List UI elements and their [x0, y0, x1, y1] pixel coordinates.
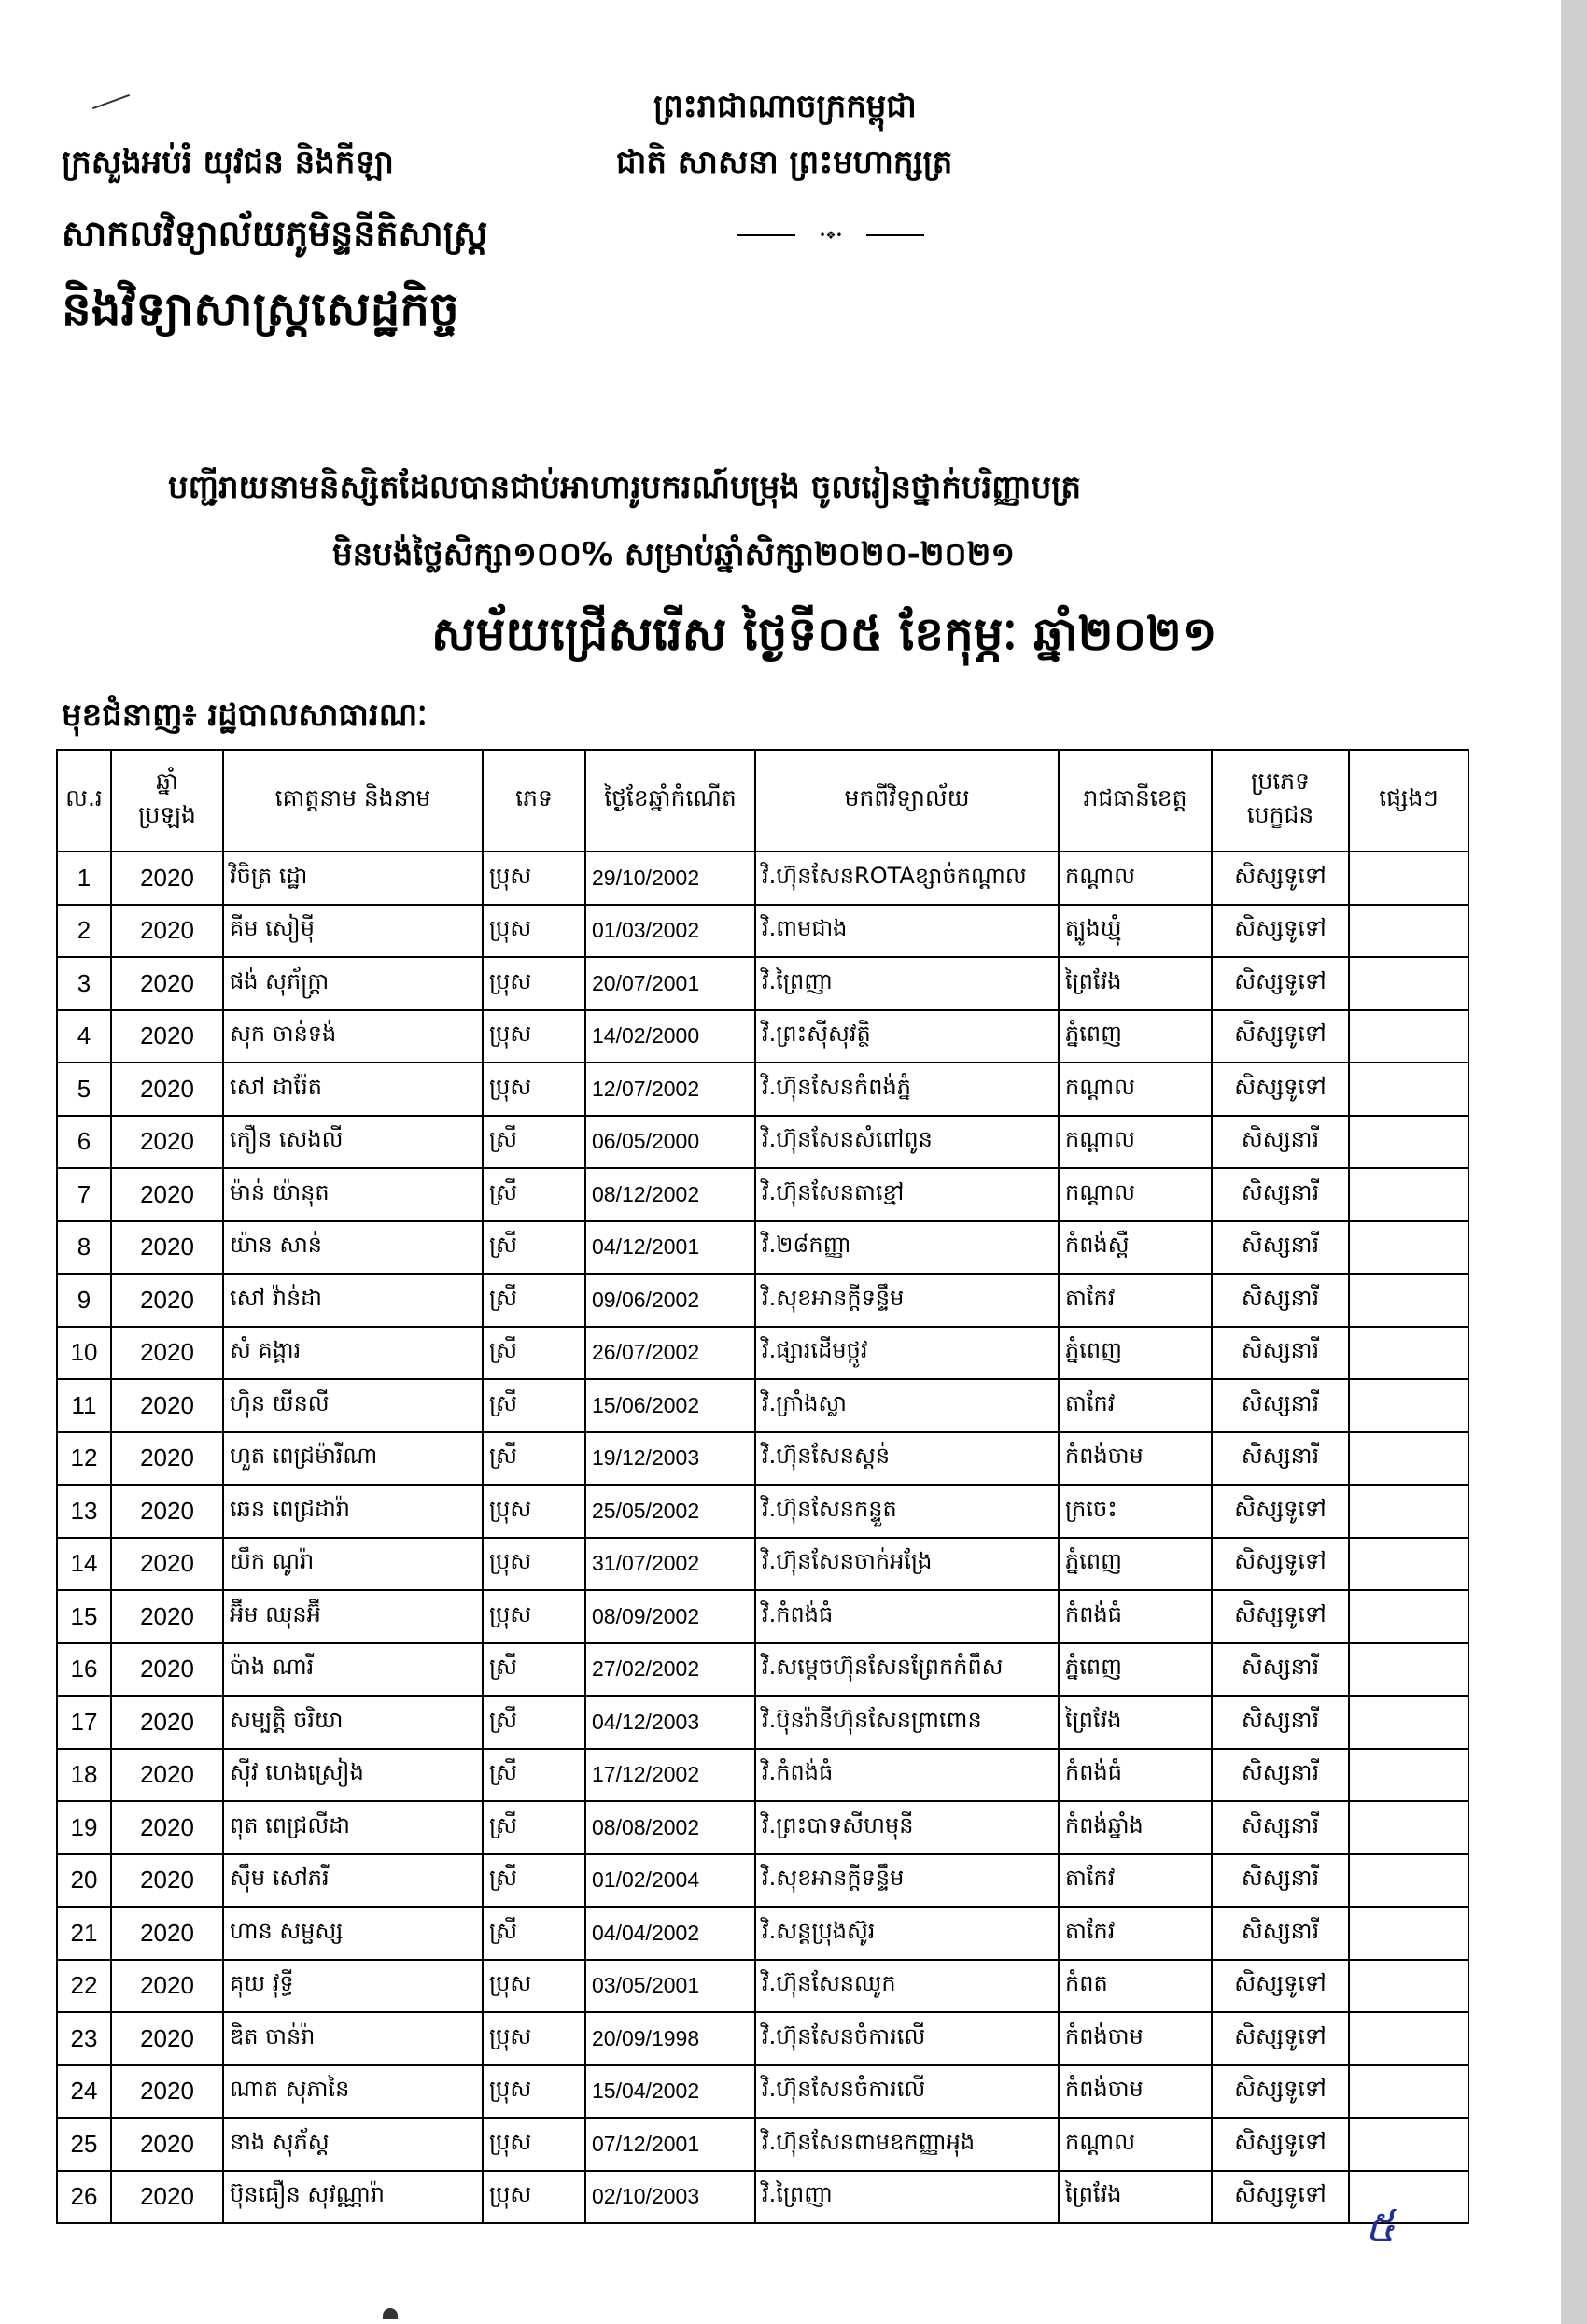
cell-province: កណ្តាល: [1059, 2118, 1212, 2171]
cell-name: សម្បត្តិ ចរិយា: [223, 1696, 483, 1749]
cell-other: [1349, 1379, 1468, 1432]
cell-name: ម៉ាន់ យ៉ានុត: [223, 1168, 483, 1221]
cell-dob: 03/05/2001: [585, 1960, 755, 2013]
cell-exam-year: 2020: [111, 1960, 223, 2013]
cell-candidate-type: សិស្សនារី: [1212, 1116, 1349, 1169]
cell-exam-year: 2020: [111, 1485, 223, 1538]
cell-name: ប៉ាង ណារី: [223, 1643, 483, 1697]
cell-other: [1349, 2012, 1468, 2065]
cell-dob: 04/12/2001: [585, 1221, 755, 1275]
university-name: សាកលវិទ្យាល័យភូមិន្ទនីតិសាស្ត្រ: [62, 213, 488, 254]
cell-dob: 08/09/2002: [585, 1590, 755, 1643]
cell-dob: 08/12/2002: [585, 1168, 755, 1221]
cell-candidate-type: សិស្សនារី: [1212, 1643, 1349, 1697]
cell-exam-year: 2020: [111, 1168, 223, 1221]
cell-dob: 01/03/2002: [585, 905, 755, 958]
cell-dob: 04/12/2003: [585, 1696, 755, 1749]
cell-exam-year: 2020: [111, 1221, 223, 1275]
ministry-name: ក្រសួងអប់រំ យុវជន និងកីឡា: [62, 144, 394, 181]
university-name-cont: និងវិទ្យាសាស្ត្រសេដ្ឋកិច្ច: [62, 282, 459, 336]
cell-sex: ស្រី: [483, 1801, 585, 1854]
table-row: [57, 957, 1468, 1010]
cell-dob: 19/12/2003: [585, 1432, 755, 1486]
cell-high-school: វិ.ផ្សារដើមថ្កូវ: [755, 1327, 1059, 1380]
cell-exam-year: 2020: [111, 2065, 223, 2119]
col-header-province: រាជធានីខេត្ត: [1059, 750, 1212, 852]
cell-no: 2: [57, 905, 111, 958]
table-row: [57, 1327, 1468, 1380]
cell-high-school: វិ.ព្រះបាទសីហមុនី: [755, 1801, 1059, 1854]
cell-sex: ប្រុស: [483, 1960, 585, 2013]
cell-province: តាកែវ: [1059, 1379, 1212, 1432]
cell-province: ភ្នំពេញ: [1059, 1010, 1212, 1063]
table-row: [57, 1907, 1468, 1960]
cell-province: ព្រៃវែង: [1059, 1696, 1212, 1749]
cell-sex: ស្រី: [483, 1327, 585, 1380]
cell-no: 23: [57, 2012, 111, 2065]
table-row: [57, 2171, 1468, 2224]
col-header-candidate-type: ប្រភេទ បេក្ខជន: [1212, 750, 1349, 852]
cell-name: គីម សៀម៉ី: [223, 905, 483, 958]
cell-no: 12: [57, 1432, 111, 1486]
cell-candidate-type: សិស្សនារី: [1212, 1696, 1349, 1749]
cell-province: តាកែវ: [1059, 1907, 1212, 1960]
scan-artifact: [383, 2308, 398, 2319]
cell-dob: 20/09/1998: [585, 2012, 755, 2065]
cell-high-school: វិ.ហ៊ុនសែនស្តន់: [755, 1432, 1059, 1486]
cell-name: សុក ចាន់ទង់: [223, 1010, 483, 1063]
cell-other: [1349, 1538, 1468, 1591]
cell-exam-year: 2020: [111, 1327, 223, 1380]
cell-province: កណ្តាល: [1059, 1116, 1212, 1169]
table-row: [57, 1590, 1468, 1643]
cell-high-school: វិ.ហ៊ុនសែនឈូក: [755, 1960, 1059, 2013]
cell-sex: ស្រី: [483, 1116, 585, 1169]
cell-other: [1349, 1116, 1468, 1169]
cell-province: ត្បូងឃ្មុំ: [1059, 905, 1212, 958]
cell-high-school: វិ.សុខអានក្តីទន្ទឹម: [755, 1854, 1059, 1908]
cell-high-school: វិ.សម្តេចហ៊ុនសែនព្រែកកំពឹស: [755, 1643, 1059, 1697]
table-row: [57, 2065, 1468, 2119]
cell-name: យឹក ណូរ៉ា: [223, 1538, 483, 1591]
cell-dob: 15/04/2002: [585, 2065, 755, 2119]
cell-name: ប៊ុនធឿន សុវណ្ណារ៉ា: [223, 2171, 483, 2224]
cell-other: [1349, 852, 1468, 905]
students-table: [56, 749, 1469, 2224]
cell-other: [1349, 1960, 1468, 2013]
cell-dob: 04/04/2002: [585, 1907, 755, 1960]
national-motto: ជាតិ សាសនា ព្រះមហាក្សត្រ: [616, 144, 953, 181]
cell-high-school: វិ.ហ៊ុនសែនតាខ្មៅ: [755, 1168, 1059, 1221]
ornament-divider: •❖•: [737, 229, 924, 242]
handwritten-page-number: ៥: [1365, 2201, 1396, 2251]
cell-no: 13: [57, 1485, 111, 1538]
cell-high-school: វិ.ក្រាំងស្លា: [755, 1379, 1059, 1432]
table-row: [57, 852, 1468, 905]
cell-other: [1349, 1590, 1468, 1643]
table-row: [57, 1379, 1468, 1432]
cell-sex: ស្រី: [483, 1907, 585, 1960]
cell-name: យ៉ាន សាន់: [223, 1221, 483, 1275]
cell-other: [1349, 1274, 1468, 1327]
cell-high-school: វិ.ហ៊ុនសែនចំការលើ: [755, 2065, 1059, 2119]
cell-high-school: វិ.ហ៊ុនសែនចាក់អង្រែ: [755, 1538, 1059, 1591]
cell-sex: ស្រី: [483, 1168, 585, 1221]
cell-exam-year: 2020: [111, 1432, 223, 1486]
cell-sex: ប្រុស: [483, 2012, 585, 2065]
cell-province: ភ្នំពេញ: [1059, 1327, 1212, 1380]
cell-no: 22: [57, 1960, 111, 2013]
table-header-row: [57, 750, 1468, 852]
cell-other: [1349, 1485, 1468, 1538]
cell-province: កណ្តាល: [1059, 1168, 1212, 1221]
cell-exam-year: 2020: [111, 1590, 223, 1643]
cell-high-school: វិ.ហ៊ុនសែនចំការលើ: [755, 2012, 1059, 2065]
cell-no: 14: [57, 1538, 111, 1591]
cell-other: [1349, 1749, 1468, 1802]
scan-mark: [92, 94, 130, 109]
cell-no: 3: [57, 957, 111, 1010]
cell-high-school: វិ.ហ៊ុនសែនROTAខ្សាច់កណ្តាល: [755, 852, 1059, 905]
cell-dob: 14/02/2000: [585, 1010, 755, 1063]
cell-exam-year: 2020: [111, 905, 223, 958]
cell-province: កំពង់ចាម: [1059, 2065, 1212, 2119]
table-row: [57, 905, 1468, 958]
cell-other: [1349, 1063, 1468, 1116]
cell-no: 8: [57, 1221, 111, 1275]
scan-edge: [1561, 0, 1587, 2324]
cell-candidate-type: សិស្សទូទៅ: [1212, 2065, 1349, 2119]
col-header-dob: ថ្ងៃខែឆ្នាំកំណើត: [585, 750, 755, 852]
cell-no: 10: [57, 1327, 111, 1380]
cell-exam-year: 2020: [111, 1116, 223, 1169]
cell-name: នាង សុភ័ស្ត: [223, 2118, 483, 2171]
table-row: [57, 1960, 1468, 2013]
cell-high-school: វិ.ពាមជាង: [755, 905, 1059, 958]
cell-candidate-type: សិស្សទូទៅ: [1212, 2118, 1349, 2171]
list-title: បញ្ជីរាយនាមនិស្សិតដែលបានជាប់អាហារូបករណ៍បម្រុង ចូលរៀនថ្នាក់បរិញ្ញាបត្រ: [168, 469, 1082, 506]
cell-dob: 26/07/2002: [585, 1327, 755, 1380]
table-row: [57, 1274, 1468, 1327]
cell-province: តាកែវ: [1059, 1854, 1212, 1908]
table-row: [57, 2118, 1468, 2171]
table-row: [57, 1432, 1468, 1486]
cell-candidate-type: សិស្សនារី: [1212, 1854, 1349, 1908]
cell-dob: 01/02/2004: [585, 1854, 755, 1908]
cell-no: 6: [57, 1116, 111, 1169]
table-row: [57, 1485, 1468, 1538]
cell-name: ស៊ឹម សៅភរី: [223, 1854, 483, 1908]
cell-dob: 12/07/2002: [585, 1063, 755, 1116]
cell-other: [1349, 957, 1468, 1010]
table-row: [57, 1643, 1468, 1697]
cell-dob: 17/12/2002: [585, 1749, 755, 1802]
col-header-other: ផ្សេងៗ: [1349, 750, 1468, 852]
cell-province: ភ្នំពេញ: [1059, 1538, 1212, 1591]
cell-dob: 27/02/2002: [585, 1643, 755, 1697]
cell-sex: ស្រី: [483, 1854, 585, 1908]
cell-other: [1349, 1432, 1468, 1486]
cell-exam-year: 2020: [111, 1379, 223, 1432]
list-subtitle: មិនបង់ថ្លៃសិក្សា១០០% សម្រាប់ឆ្នាំសិក្សា២០២០-២០២១: [332, 536, 1016, 573]
cell-province: កំពង់ធំ: [1059, 1749, 1212, 1802]
table-body: [57, 852, 1468, 2223]
cell-dob: 31/07/2002: [585, 1538, 755, 1591]
cell-candidate-type: សិស្សទូទៅ: [1212, 1485, 1349, 1538]
cell-other: [1349, 1168, 1468, 1221]
cell-name: សំ គង្គារ: [223, 1327, 483, 1380]
cell-name: កឿន សេងលី: [223, 1116, 483, 1169]
table-row: [57, 1063, 1468, 1116]
table-row: [57, 1221, 1468, 1275]
cell-exam-year: 2020: [111, 1538, 223, 1591]
cell-high-school: វិ.២៨កញ្ញា: [755, 1221, 1059, 1275]
cell-candidate-type: សិស្សនារី: [1212, 1221, 1349, 1275]
cell-province: ក្រចេះ: [1059, 1485, 1212, 1538]
cell-dob: 20/07/2001: [585, 957, 755, 1010]
cell-candidate-type: សិស្សនារី: [1212, 1274, 1349, 1327]
cell-other: [1349, 2118, 1468, 2171]
table-row: [57, 1168, 1468, 1221]
cell-candidate-type: សិស្សទូទៅ: [1212, 852, 1349, 905]
cell-candidate-type: សិស្សទូទៅ: [1212, 1538, 1349, 1591]
cell-candidate-type: សិស្សនារី: [1212, 1801, 1349, 1854]
cell-name: ឆេន ពេជ្រដារ៉ា: [223, 1485, 483, 1538]
department-label: មុខជំនាញ៖ រដ្ឋបាលសាធារណៈ: [62, 697, 428, 734]
table-row: [57, 1696, 1468, 1749]
cell-high-school: វិ.ប៊ុនរ៉ានីហ៊ុនសែនព្រាពោន: [755, 1696, 1059, 1749]
col-header-exam-year: ឆ្នាំ ប្រឡង: [111, 750, 223, 852]
cell-sex: ស្រី: [483, 1696, 585, 1749]
kingdom-title: ព្រះរាជាណាចក្រកម្ពុជា: [653, 88, 917, 125]
table-row: [57, 1538, 1468, 1591]
cell-sex: ស្រី: [483, 1221, 585, 1275]
col-header-sex: ភេទ: [483, 750, 585, 852]
cell-candidate-type: សិស្សទូទៅ: [1212, 1010, 1349, 1063]
cell-sex: ប្រុស: [483, 905, 585, 958]
cell-sex: ប្រុស: [483, 1485, 585, 1538]
cell-sex: ស្រី: [483, 1432, 585, 1486]
cell-sex: ប្រុស: [483, 2171, 585, 2224]
cell-high-school: វិ.ព្រៃញា: [755, 2171, 1059, 2224]
cell-province: កំពត: [1059, 1960, 1212, 2013]
cell-no: 19: [57, 1801, 111, 1854]
cell-province: កំពង់ចាម: [1059, 2012, 1212, 2065]
cell-no: 9: [57, 1274, 111, 1327]
cell-candidate-type: សិស្សនារី: [1212, 1168, 1349, 1221]
cell-high-school: វិ.សុខអានក្តីទន្ទឹម: [755, 1274, 1059, 1327]
cell-name: សៅ ដារ៉ែត: [223, 1063, 483, 1116]
cell-province: កំពង់ស្ពឺ: [1059, 1221, 1212, 1275]
cell-dob: 29/10/2002: [585, 852, 755, 905]
cell-sex: ប្រុស: [483, 2118, 585, 2171]
cell-dob: 02/10/2003: [585, 2171, 755, 2224]
cell-exam-year: 2020: [111, 1010, 223, 1063]
cell-exam-year: 2020: [111, 1907, 223, 1960]
cell-name: អ៊ឹម ឈុនអ៊ី: [223, 1590, 483, 1643]
table-row: [57, 1116, 1468, 1169]
cell-province: ព្រៃវែង: [1059, 957, 1212, 1010]
cell-no: 16: [57, 1643, 111, 1697]
cell-high-school: វិ.ហ៊ុនសែនកំពង់ភ្នំ: [755, 1063, 1059, 1116]
table-row: [57, 1801, 1468, 1854]
cell-no: 7: [57, 1168, 111, 1221]
table-row: [57, 1854, 1468, 1908]
cell-candidate-type: សិស្សនារី: [1212, 1432, 1349, 1486]
cell-candidate-type: សិស្សនារី: [1212, 1749, 1349, 1802]
cell-candidate-type: សិស្សនារី: [1212, 1327, 1349, 1380]
cell-candidate-type: សិស្សទូទៅ: [1212, 1590, 1349, 1643]
cell-name: ហាន សម្ផស្ស: [223, 1907, 483, 1960]
session-title: សម័យជ្រើសរើស ថ្ងៃទី០៥ ខែកុម្ភៈ ឆ្នាំ២០២១: [431, 607, 1217, 661]
cell-dob: 08/08/2002: [585, 1801, 755, 1854]
cell-name: ហួត ពេជ្រម៉ារីណា: [223, 1432, 483, 1486]
cell-no: 21: [57, 1907, 111, 1960]
cell-name: សៅ វ៉ាន់ដា: [223, 1274, 483, 1327]
cell-exam-year: 2020: [111, 1274, 223, 1327]
cell-sex: ប្រុស: [483, 1010, 585, 1063]
cell-candidate-type: សិស្សនារី: [1212, 1379, 1349, 1432]
cell-dob: 15/06/2002: [585, 1379, 755, 1432]
cell-sex: ស្រី: [483, 1643, 585, 1697]
cell-province: កំពង់ធំ: [1059, 1590, 1212, 1643]
cell-no: 11: [57, 1379, 111, 1432]
cell-name: ណាត សុភានៃ: [223, 2065, 483, 2119]
cell-dob: 25/05/2002: [585, 1485, 755, 1538]
cell-exam-year: 2020: [111, 2118, 223, 2171]
cell-no: 4: [57, 1010, 111, 1063]
col-header-name: គោត្តនាម និងនាម: [223, 750, 483, 852]
cell-other: [1349, 1643, 1468, 1697]
cell-other: [1349, 1327, 1468, 1380]
cell-other: [1349, 1221, 1468, 1275]
cell-high-school: វិ.ព្រៃញា: [755, 957, 1059, 1010]
cell-sex: ប្រុស: [483, 852, 585, 905]
cell-no: 26: [57, 2171, 111, 2224]
cell-name: ផង់ សុភ័ក្ត្រា: [223, 957, 483, 1010]
cell-sex: ស្រី: [483, 1749, 585, 1802]
cell-exam-year: 2020: [111, 1854, 223, 1908]
cell-name: គុយ វុទ្ធី: [223, 1960, 483, 2013]
col-header-no: ល.រ: [57, 750, 111, 852]
cell-dob: 06/05/2000: [585, 1116, 755, 1169]
cell-exam-year: 2020: [111, 1801, 223, 1854]
cell-no: 15: [57, 1590, 111, 1643]
cell-exam-year: 2020: [111, 1749, 223, 1802]
table-row: [57, 1749, 1468, 1802]
cell-candidate-type: សិស្សនារី: [1212, 1907, 1349, 1960]
cell-sex: ប្រុស: [483, 957, 585, 1010]
cell-candidate-type: សិស្សទូទៅ: [1212, 1063, 1349, 1116]
cell-province: តាកែវ: [1059, 1274, 1212, 1327]
cell-no: 17: [57, 1696, 111, 1749]
cell-no: 5: [57, 1063, 111, 1116]
cell-high-school: វិ.កំពង់ធំ: [755, 1590, 1059, 1643]
cell-other: [1349, 1907, 1468, 1960]
cell-other: [1349, 905, 1468, 958]
cell-other: [1349, 1010, 1468, 1063]
cell-sex: ប្រុស: [483, 1538, 585, 1591]
cell-high-school: វិ.សន្តប្រុងស៊ូរ: [755, 1907, 1059, 1960]
cell-no: 25: [57, 2118, 111, 2171]
table-row: [57, 2012, 1468, 2065]
cell-sex: ប្រុស: [483, 1063, 585, 1116]
cell-high-school: វិ.ព្រះស៊ីសុវត្ថិ: [755, 1010, 1059, 1063]
cell-other: [1349, 2065, 1468, 2119]
cell-candidate-type: សិស្សទូទៅ: [1212, 905, 1349, 958]
cell-province: ព្រៃវែង: [1059, 2171, 1212, 2224]
cell-dob: 09/06/2002: [585, 1274, 755, 1327]
cell-province: កណ្តាល: [1059, 852, 1212, 905]
cell-candidate-type: សិស្សទូទៅ: [1212, 2012, 1349, 2065]
cell-exam-year: 2020: [111, 1696, 223, 1749]
cell-no: 20: [57, 1854, 111, 1908]
cell-name: ស៊ីវ ហេងស្រៀង: [223, 1749, 483, 1802]
cell-sex: ស្រី: [483, 1274, 585, 1327]
cell-high-school: វិ.ហ៊ុនសែនកន្ទួត: [755, 1485, 1059, 1538]
cell-no: 18: [57, 1749, 111, 1802]
cell-name: ហ៊ិន យីនលី: [223, 1379, 483, 1432]
cell-name: ពុត ពេជ្រលីដា: [223, 1801, 483, 1854]
cell-candidate-type: សិស្សទូទៅ: [1212, 1960, 1349, 2013]
cell-province: កណ្តាល: [1059, 1063, 1212, 1116]
cell-sex: ប្រុស: [483, 1590, 585, 1643]
cell-other: [1349, 1801, 1468, 1854]
cell-exam-year: 2020: [111, 1063, 223, 1116]
cell-other: [1349, 1854, 1468, 1908]
cell-candidate-type: សិស្សទូទៅ: [1212, 957, 1349, 1010]
cell-province: កំពង់ចាម: [1059, 1432, 1212, 1486]
cell-high-school: វិ.ហ៊ុនសែនសំពៅពូន: [755, 1116, 1059, 1169]
cell-high-school: វិ.ហ៊ុនសែនពាមឧកញ្ញាអុង: [755, 2118, 1059, 2171]
cell-no: 1: [57, 852, 111, 905]
table-row: [57, 1010, 1468, 1063]
col-header-high-school: មកពីវិទ្យាល័យ: [755, 750, 1059, 852]
cell-no: 24: [57, 2065, 111, 2119]
cell-dob: 07/12/2001: [585, 2118, 755, 2171]
cell-exam-year: 2020: [111, 2171, 223, 2224]
cell-province: កំពង់ឆ្នាំង: [1059, 1801, 1212, 1854]
cell-exam-year: 2020: [111, 1643, 223, 1697]
cell-sex: ប្រុស: [483, 2065, 585, 2119]
cell-candidate-type: សិស្សទូទៅ: [1212, 2171, 1349, 2224]
cell-other: [1349, 1696, 1468, 1749]
cell-high-school: វិ.កំពង់ធំ: [755, 1749, 1059, 1802]
cell-exam-year: 2020: [111, 957, 223, 1010]
cell-exam-year: 2020: [111, 2012, 223, 2065]
cell-province: ភ្នំពេញ: [1059, 1643, 1212, 1697]
cell-name: វិចិត្រ ដ្ឋោ: [223, 852, 483, 905]
cell-name: ឌិត ចាន់រ៉ា: [223, 2012, 483, 2065]
cell-exam-year: 2020: [111, 852, 223, 905]
cell-sex: ស្រី: [483, 1379, 585, 1432]
